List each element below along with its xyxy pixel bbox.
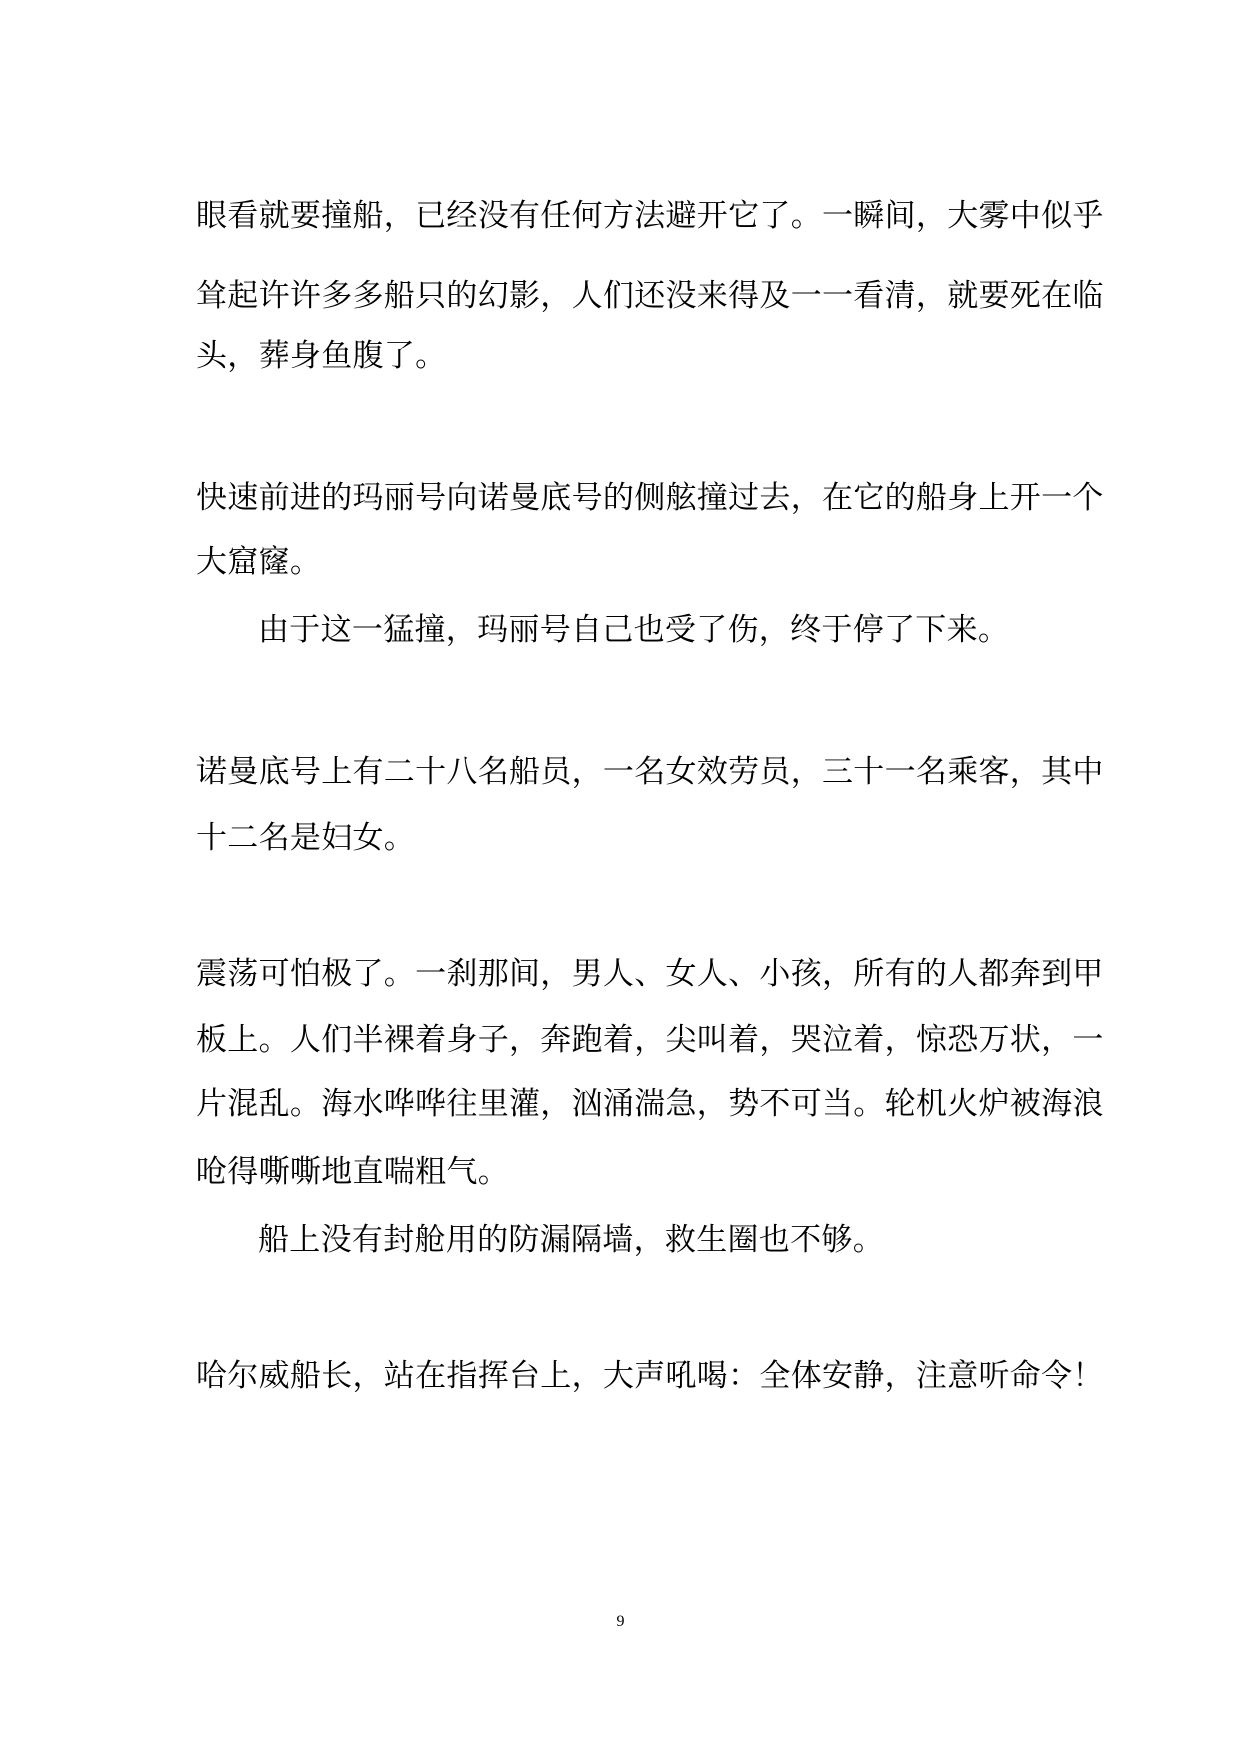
paragraph-4-line-1: 诺曼底号上有二十八名船员，一名女效劳员，三十一名乘客，其中 [196,754,1104,790]
paragraph-3-line-1: 由于这一猛撞，玛丽号自己也受了伤，终于停了下来。 [258,612,1010,648]
paragraph-7-line-1: 哈尔威船长，站在指挥台上，大声吼喝：全体安静，注意听命令！ [196,1358,1104,1394]
paragraph-1-line-3: 头，葬身鱼腹了。 [196,338,447,374]
paragraph-1-line-2: 耸起许许多多船只的幻影，人们还没来得及一一看清，就要死在临 [196,278,1104,314]
paragraph-5-line-4: 呛得嘶嘶地直喘粗气。 [196,1154,509,1190]
page-number: 9 [616,1613,625,1630]
paragraph-4-line-2: 十二名是妇女。 [196,820,416,856]
paragraph-6-line-1: 船上没有封舱用的防漏隔墙，救生圈也不够。 [258,1222,884,1258]
paragraph-5-line-3: 片混乱。海水哗哗往里灌，汹涌湍急，势不可当。轮机火炉被海浪 [196,1086,1104,1122]
paragraph-5-line-1: 震荡可怕极了。一刹那间，男人、女人、小孩，所有的人都奔到甲 [196,956,1104,992]
paragraph-2-line-1: 快速前进的玛丽号向诺曼底号的侧舷撞过去，在它的船身上开一个 [196,480,1104,516]
paragraph-5-line-2: 板上。人们半裸着身子，奔跑着，尖叫着，哭泣着，惊恐万状，一 [196,1022,1104,1058]
paragraph-1-line-1: 眼看就要撞船，已经没有任何方法避开它了。一瞬间，大雾中似乎 [196,198,1104,234]
paragraph-2-line-2: 大窟窿。 [196,544,322,580]
